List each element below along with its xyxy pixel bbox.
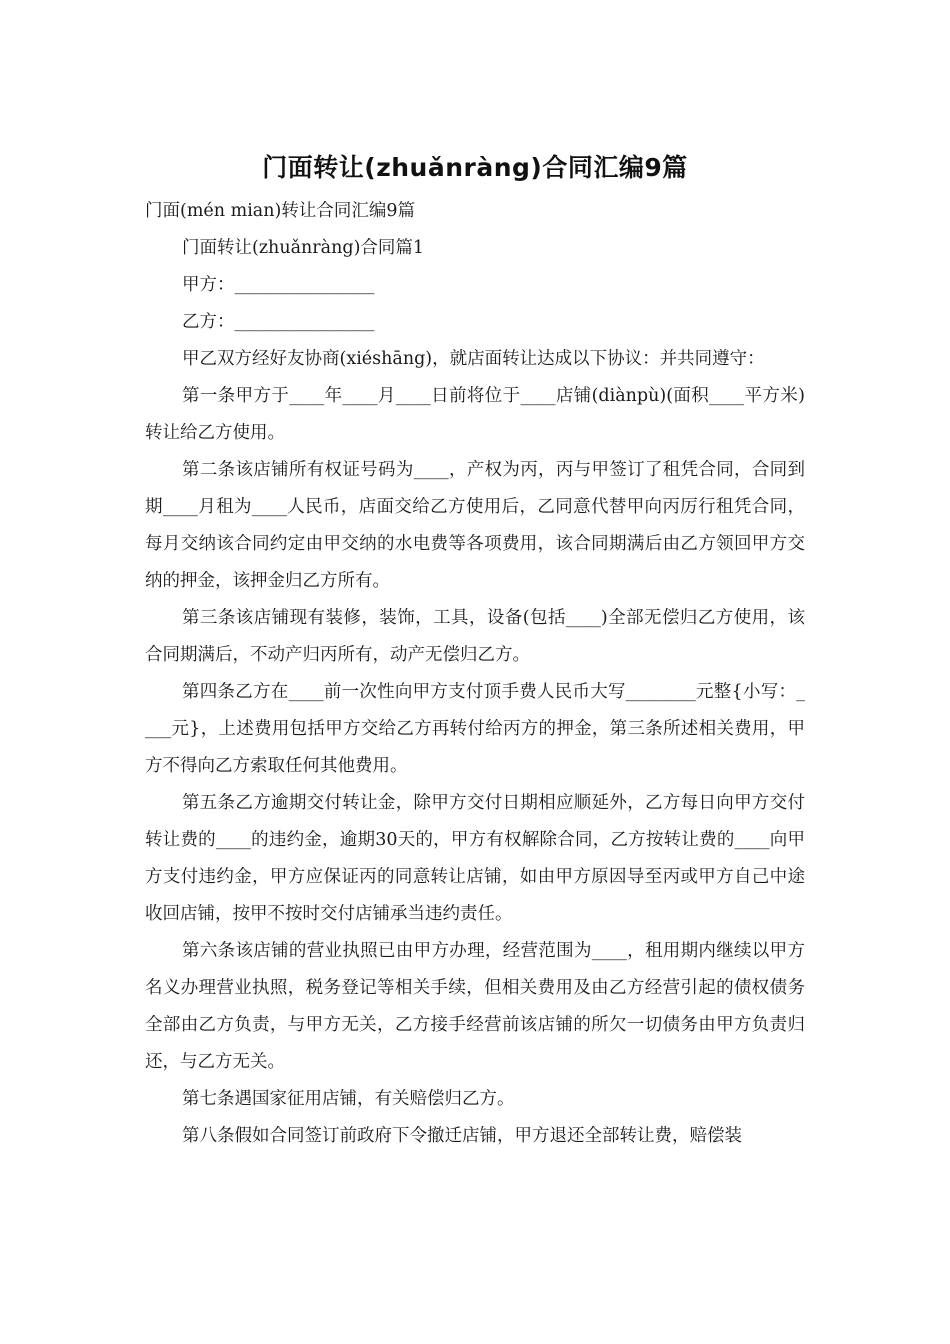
paragraph-article-4: 第四条乙方在____前一次性向甲方支付顶手费人民币大写________元整{小写：____元}，上述费用包括甲方交给乙方再转付给丙方的押金，第三条所述相关费用，甲方不得向乙方索取任何其他费用。 xyxy=(145,682,805,776)
paragraph-article-2: 第二条该店铺所有权证号码为____，产权为丙，丙与甲签订了租凭合同，合同到期____月租为____人民币，店面交给乙方使用后，乙同意代替甲向丙厉行租凭合同，每月交纳该合同约定由甲交纳的水电费等各项费用，该合同期满后由乙方领回甲方交纳的押金，该押金归乙方所有。 xyxy=(145,460,805,591)
paragraph-article-8: 第八条假如合同签订前政府下令撤迁店铺，甲方退还全部转让费，赔偿装 xyxy=(182,1126,742,1146)
section-heading: 门面转让(zhuǎnràng)合同篇1 xyxy=(182,238,425,258)
party-a-line: 甲方：________________ xyxy=(182,275,375,295)
paragraph-article-3: 第三条该店铺现有装修，装饰，工具，设备(包括____)全部无偿归乙方使用，该合同期满后，不动产归丙所有，动产无偿归乙方。 xyxy=(145,608,805,665)
party-b-line: 乙方：________________ xyxy=(182,312,375,332)
paragraph-article-7: 第七条遇国家征用店铺，有关赔偿归乙方。 xyxy=(182,1089,515,1109)
paragraph-article-6: 第六条该店铺的营业执照已由甲方办理，经营范围为____，租用期内继续以甲方名义办理营业执照，税务登记等相关手续，但相关费用及由乙方经营引起的债权债务全部由乙方负责，与甲方无关，乙方接手经营前该店铺的所欠一切债务由甲方负责归还，与乙方无关。 xyxy=(145,941,805,1072)
document-body xyxy=(145,193,805,1155)
paragraph-article-1: 第一条甲方于____年____月____日前将位于____店铺(diànpù)(面积____平方米)转让给乙方使用。 xyxy=(145,386,805,443)
paragraph-preamble: 甲乙双方经好友协商(xiéshāng)，就店面转让达成以下协议：并共同遵守： xyxy=(182,349,765,369)
document-subtitle: 门面(mén mian)转让合同汇编9篇 xyxy=(145,201,415,221)
paragraph-article-5: 第五条乙方逾期交付转让金，除甲方交付日期相应顺延外，乙方每日向甲方交付转让费的____的违约金，逾期30天的，甲方有权解除合同，乙方按转让费的____向甲方支付违约金，甲方应保证丙的同意转让店铺，如由甲方原因导至丙或甲方自己中途收回店铺，按甲不按时交付店铺承当违约责任。 xyxy=(145,793,805,924)
document-title: 门面转让(zhuǎnràng)合同汇编9篇 xyxy=(262,153,688,182)
